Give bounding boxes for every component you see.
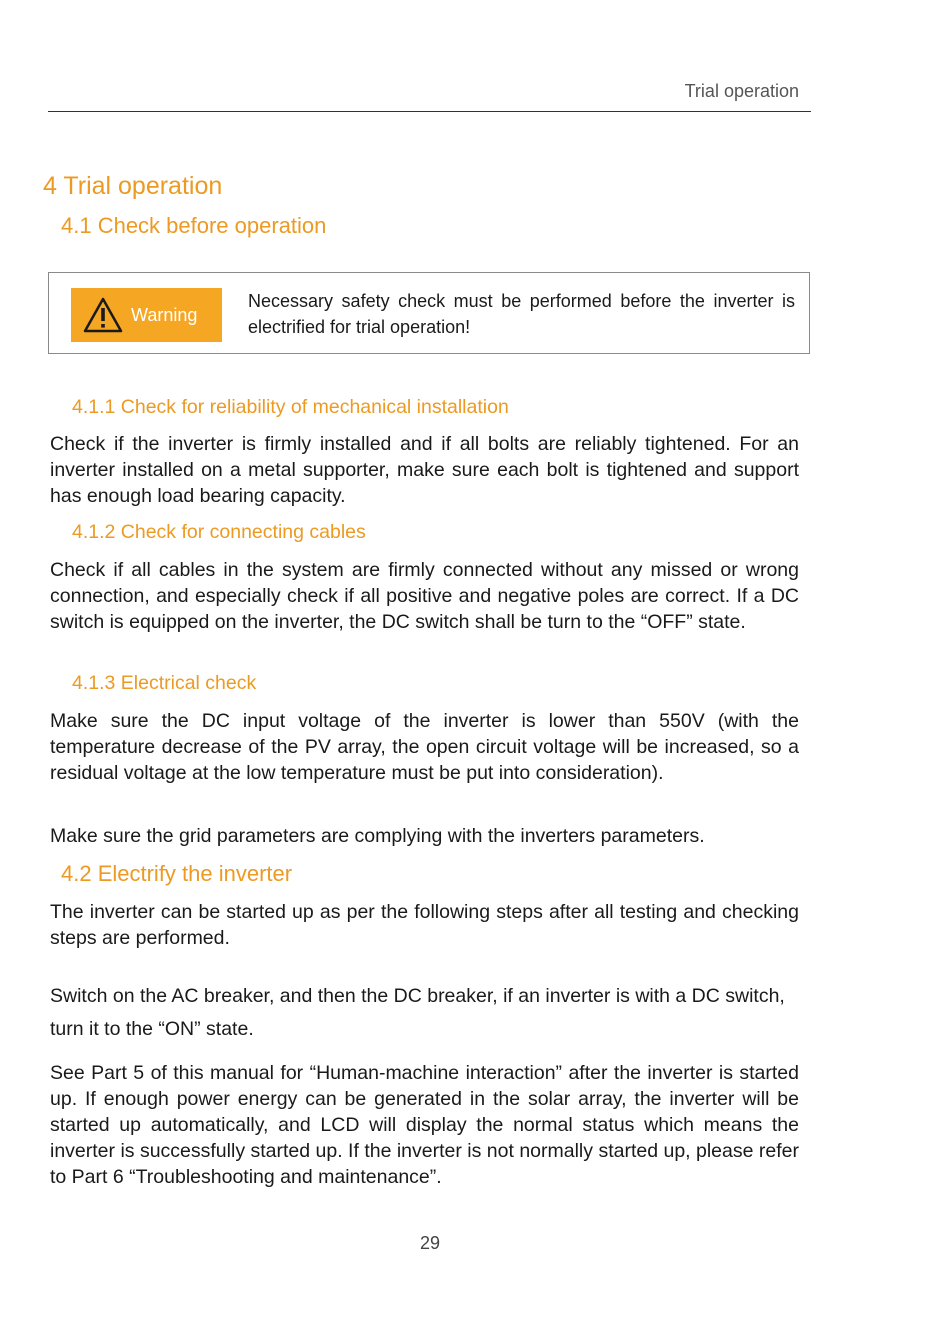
- warning-label: Warning: [131, 304, 198, 325]
- subsection-title-4-1-1: 4.1.1 Check for reliability of mechanical installation: [72, 396, 509, 418]
- subsection-title-4-1-2: 4.1.2 Check for connecting cables: [72, 521, 366, 543]
- subsection-title-4-1: 4.1 Check before operation: [61, 213, 327, 238]
- running-header: Trial operation: [684, 81, 799, 101]
- paragraph-startup-steps: The inverter can be started up as per the following steps after all testing and checking steps are performed.: [50, 901, 799, 949]
- header-rule: [48, 111, 811, 112]
- paragraph-switch-on: Switch on the AC breaker, and then the DC breaker, if an inverter is with a DC switch, turn it to the “ON” state.: [50, 985, 785, 1040]
- paragraph-electrical-check: Make sure the DC input voltage of the inverter is lower than 550V (with the temperature decrease of the PV array, the open circuit voltage will be increased, so a residual voltage at the low temperature must be put into consideration).: [50, 710, 799, 784]
- subsection-title-4-2: 4.2 Electrify the inverter: [61, 861, 293, 886]
- subsection-title-4-1-3: 4.1.3 Electrical check: [72, 672, 257, 694]
- warning-text: Necessary safety check must be performed before the inverter is electrified for trial operation!: [248, 291, 795, 337]
- warning-triangle-icon: [83, 297, 123, 333]
- section-title: 4 Trial operation: [43, 172, 223, 200]
- paragraph-grid-parameters: Make sure the grid parameters are complying with the inverters parameters.: [50, 825, 705, 847]
- warning-box: [48, 272, 810, 354]
- paragraph-see-part-5: See Part 5 of this manual for “Human-machine interaction” after the inverter is started up. If enough power energy can be generated in the solar array, the inverter will be started up automatically, and LCD will display the normal status which means the inverter is successfully started up. If the inverter is not normally started up, please refer to Part 6 “Troubleshooting and maintenance”.: [50, 1062, 799, 1188]
- page-number: 29: [419, 1233, 441, 1253]
- warning-badge: [71, 288, 222, 342]
- paragraph-mechanical-check: Check if the inverter is firmly installed and if all bolts are reliably tightened. For an inverter installed on a metal supporter, make sure each bolt is tightened and support has enough load bearing capacity.: [50, 433, 799, 507]
- paragraph-cable-check: Check if all cables in the system are firmly connected without any missed or wrong connection, and especially check if all positive and negative poles are correct. If a DC switch is equipped on the inverter, the DC switch shall be turn to the “OFF” state.: [50, 559, 799, 633]
